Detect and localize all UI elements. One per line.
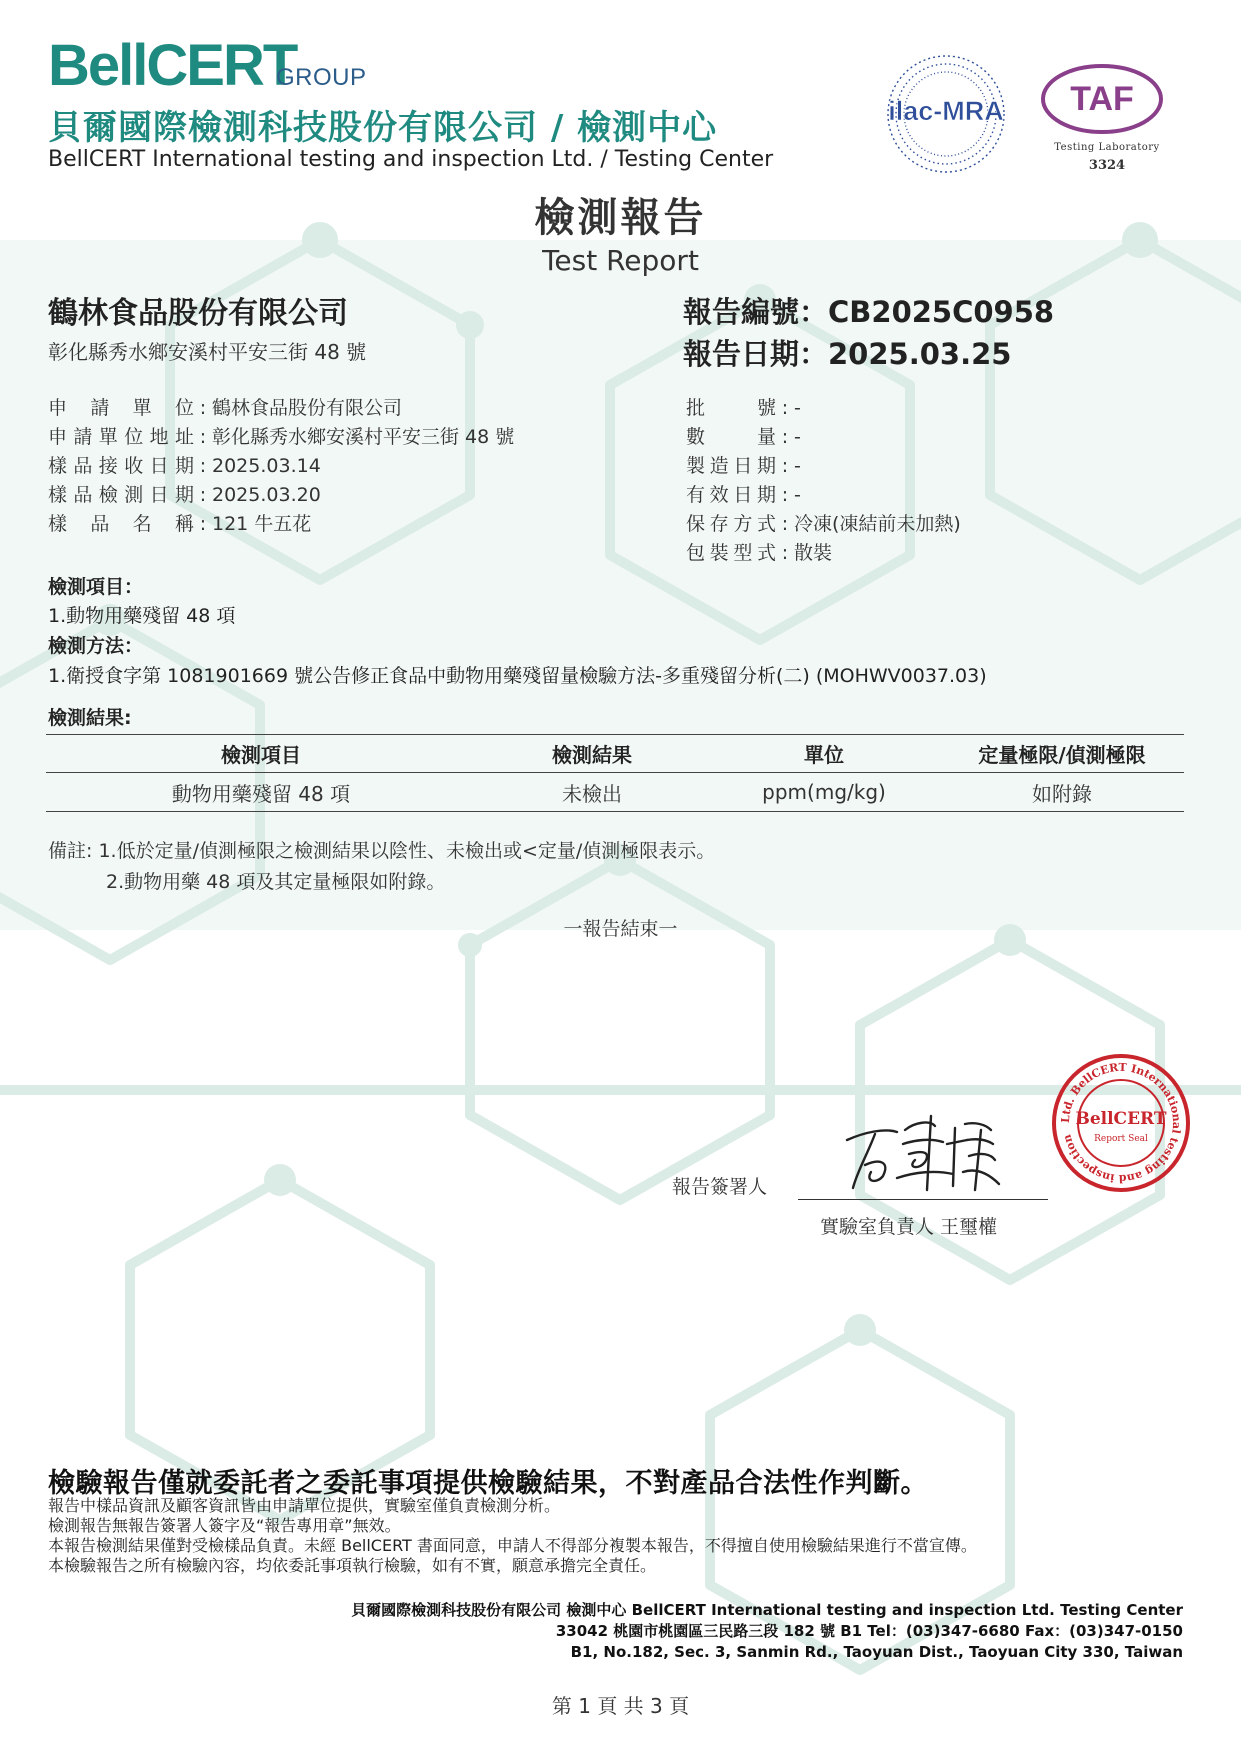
info-label: 申請單位地址: [48, 426, 194, 448]
ilac-mra-text: ilac-MRA: [888, 96, 1004, 126]
test-method-label: 檢測方法：: [48, 635, 144, 657]
table-cell: 動物用藥殘留 48 項: [46, 773, 476, 812]
info-label: 樣品檢測日期: [48, 484, 194, 506]
info-row: 樣品檢測日期 : 2025.03.20: [48, 481, 514, 510]
sample-info-right: [686, 394, 961, 568]
brand-logo-text: BellCERT: [48, 33, 297, 98]
info-label: 包裝型式: [686, 542, 776, 564]
report-end-marker: 一報告結束一: [563, 918, 678, 940]
client-name: 鶴林食品股份有限公司: [48, 296, 348, 331]
info-label: 樣品名稱: [48, 513, 194, 535]
table-cell: 如附錄: [940, 773, 1184, 812]
info-row: 樣品接收日期 : 2025.03.14: [48, 452, 514, 481]
info-label: 批號: [686, 397, 776, 419]
info-label: 有效日期: [686, 484, 776, 506]
signer-label: 報告簽署人: [672, 1176, 768, 1198]
footer-address-zh: 33042 桃園市桃園區三民路三段 182 號 B1 Tel：(03)347-6680 Fax：(03)347-0150: [555, 1622, 1183, 1640]
taf-logo-icon: [1040, 62, 1164, 136]
test-items-value: 1.動物用藥殘留 48 項: [48, 605, 236, 627]
info-label: 保存方式: [686, 513, 776, 535]
info-value: -: [794, 426, 801, 448]
report-title-en: Test Report: [542, 244, 699, 277]
disclaimer-headline: 檢驗報告僅就委託者之委託事項提供檢驗結果，不對產品合法性作判斷。: [48, 1468, 928, 1499]
info-row: 有效日期 : -: [686, 481, 961, 510]
info-row: 包裝型式 : 散裝: [686, 539, 961, 568]
info-value: 冷凍(凍結前未加熱): [794, 513, 961, 535]
table-header: 定量極限/偵測極限: [940, 735, 1184, 773]
footer-company: 貝爾國際檢測科技股份有限公司 檢測中心 BellCERT International testing and inspection Ltd. Testing Center: [351, 1601, 1183, 1619]
remark-line: 2.動物用藥 48 項及其定量極限如附錄。: [106, 871, 446, 893]
disclaimer-line: 檢測報告無報告簽署人簽字及“報告專用章”無效。: [48, 1516, 401, 1535]
table-row: [46, 773, 1184, 812]
taf-subtitle: Testing Laboratory: [1054, 142, 1160, 153]
sample-info-left: [48, 394, 514, 539]
test-items-label: 檢測項目：: [48, 576, 144, 598]
info-row: 樣品名稱 : 121 牛五花: [48, 510, 514, 539]
info-value: 2025.03.14: [212, 455, 321, 477]
client-address: 彰化縣秀水鄉安溪村平安三街 48 號: [48, 340, 367, 364]
info-row: 保存方式 : 冷凍(凍結前未加熱): [686, 510, 961, 539]
info-label: 樣品接收日期: [48, 455, 194, 477]
info-row: 製造日期 : -: [686, 452, 961, 481]
page-number: 第 1 頁 共 3 頁: [551, 1694, 690, 1718]
signer-title-name: 實驗室負責人 王璽權: [820, 1216, 998, 1238]
seal-brand-text: BellCERT: [1075, 1109, 1167, 1129]
info-value: -: [794, 397, 801, 419]
table-header-row: [46, 735, 1184, 773]
test-method-value: 1.衛授食字第 1081901669 號公告修正食品中動物用藥殘留量檢驗方法-多重殘留分析(二) (MOHWV0037.03): [48, 665, 987, 687]
report-title-zh: 檢測報告: [534, 195, 707, 241]
report-seal-icon: [1050, 1052, 1192, 1194]
results-table: [46, 734, 1184, 812]
seal-ring-text: Ltd. BellCERT International testing and inspection: [1058, 1060, 1184, 1186]
company-name-zh: 貝爾國際檢測科技股份有限公司 / 檢測中心: [48, 108, 718, 148]
info-value: 2025.03.20: [212, 484, 321, 506]
seal-sub-text: Report Seal: [1094, 1134, 1148, 1144]
signature-line: [798, 1199, 1048, 1200]
disclaimer-details: [48, 1496, 977, 1576]
info-row: 申請單位地址 : 彰化縣秀水鄉安溪村平安三街 48 號: [48, 423, 514, 452]
disclaimer-line: 本報告檢測結果僅對受檢樣品負責。未經 BellCERT 書面同意，申請人不得部分複製本報告，不得擅自使用檢驗結果進行不當宣傳。: [48, 1536, 977, 1555]
table-cell: 未檢出: [476, 773, 708, 812]
table-cell: ppm(mg/kg): [708, 773, 940, 812]
test-results-label: 檢測結果:: [48, 707, 132, 729]
remarks: [48, 836, 715, 898]
info-value: 鶴林食品股份有限公司: [212, 397, 403, 419]
footer-address-en: B1, No.182, Sec. 3, Sanmin Rd., Taoyuan Dist., Taoyuan City 330, Taiwan: [570, 1643, 1183, 1661]
info-value: -: [794, 455, 801, 477]
info-value: 121 牛五花: [212, 513, 312, 535]
info-label: 申請單位: [48, 397, 194, 419]
taf-number: 3324: [1088, 158, 1126, 173]
taf-text: TAF: [1070, 80, 1134, 118]
company-name-en: BellCERT International testing and inspection Ltd. / Testing Center: [48, 147, 774, 172]
ilac-mra-logo-icon: [884, 52, 1008, 176]
table-header: 檢測結果: [476, 735, 708, 773]
handwritten-signature-icon: [835, 1110, 1005, 1198]
info-row: 數量 : -: [686, 423, 961, 452]
info-value: -: [794, 484, 801, 506]
info-label: 製造日期: [686, 455, 776, 477]
table-header: 檢測項目: [46, 735, 476, 773]
table-header: 單位: [708, 735, 940, 773]
remark-line: 備註: 1.低於定量/偵測極限之檢測結果以陰性、未檢出或<定量/偵測極限表示。: [48, 840, 716, 862]
footer-contact: [200, 1600, 1183, 1663]
info-value: 散裝: [794, 542, 833, 564]
disclaimer-line: 報告中樣品資訊及顧客資訊皆由申請單位提供，實驗室僅負責檢測分析。: [48, 1496, 561, 1515]
report-number: 報告編號：CB2025C0958: [683, 295, 1055, 329]
info-row: 批號 : -: [686, 394, 961, 423]
disclaimer-line: 本檢驗報告之所有檢驗內容，均依委託事項執行檢驗，如有不實，願意承擔完全責任。: [48, 1556, 657, 1575]
info-row: 申請單位 : 鶴林食品股份有限公司: [48, 394, 514, 423]
info-label: 數量: [686, 426, 776, 448]
info-value: 彰化縣秀水鄉安溪村平安三街 48 號: [212, 426, 515, 448]
brand-group-text: GROUP: [276, 64, 367, 91]
report-date: 報告日期：2025.03.25: [683, 337, 1012, 371]
